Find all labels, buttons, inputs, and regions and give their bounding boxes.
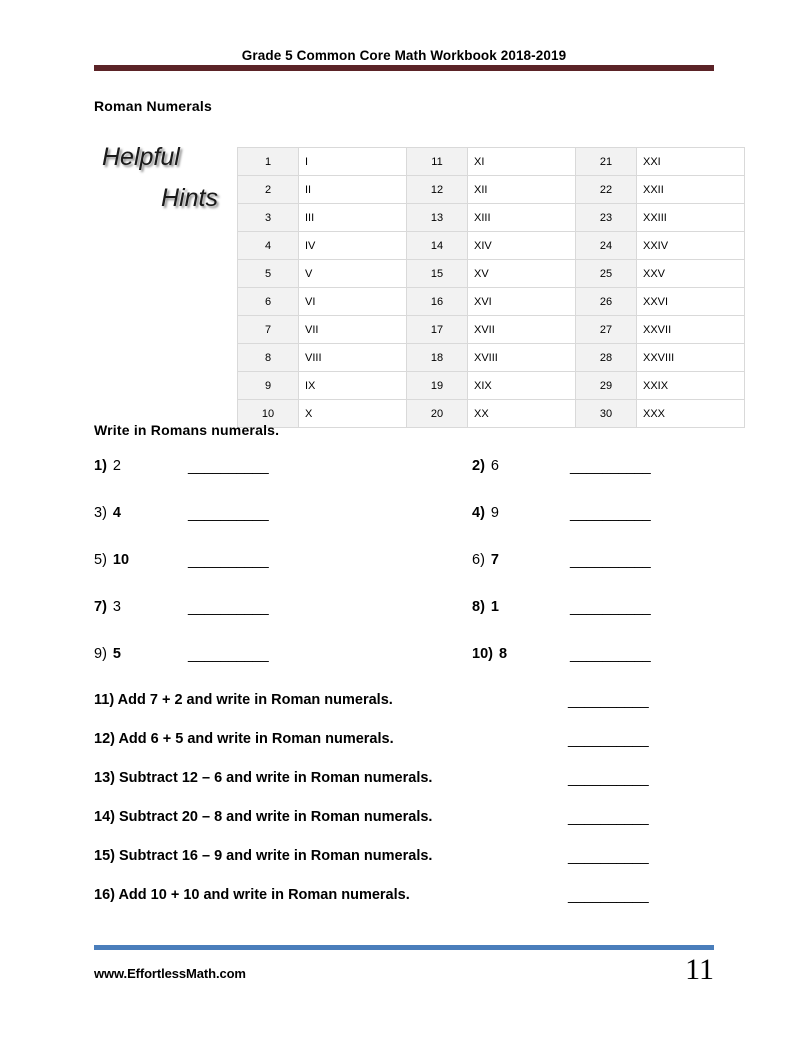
question-row <box>94 505 714 552</box>
question-item <box>472 505 499 521</box>
table-cell-number: 13 <box>407 204 468 232</box>
table-cell-roman: XVII <box>468 316 576 344</box>
answer-blank[interactable]: __________ <box>568 849 649 865</box>
answer-blank[interactable]: __________ <box>568 771 649 787</box>
word-problem-text: 12) Add 6 + 5 and write in Roman numerals. <box>94 731 394 747</box>
answer-blank[interactable]: __________ <box>188 600 269 616</box>
word-problem-text: 15) Subtract 16 – 9 and write in Roman numerals. <box>94 848 433 864</box>
table-cell-number: 25 <box>576 260 637 288</box>
instruction-text: Write in Romans numerals. <box>94 422 280 438</box>
table-cell-roman: XI <box>468 148 576 176</box>
table-cell-number: 22 <box>576 176 637 204</box>
question-value: 6 <box>490 458 499 474</box>
answer-blank[interactable]: __________ <box>570 553 651 569</box>
answer-blank[interactable]: __________ <box>570 506 651 522</box>
table-cell-number: 12 <box>407 176 468 204</box>
table-cell-number: 14 <box>407 232 468 260</box>
question-value: 9 <box>490 505 499 521</box>
table-cell-number: 30 <box>576 400 637 428</box>
table-row <box>238 148 745 176</box>
question-value: 1 <box>490 599 499 615</box>
table-cell-number: 18 <box>407 344 468 372</box>
table-cell-roman: III <box>299 204 407 232</box>
question-value: 8 <box>498 646 508 662</box>
question-value: 2 <box>112 458 121 474</box>
table-cell-roman: XXVIII <box>637 344 745 372</box>
table-cell-number: 16 <box>407 288 468 316</box>
table-cell-number: 6 <box>238 288 299 316</box>
table-row <box>238 176 745 204</box>
table-cell-roman: XV <box>468 260 576 288</box>
answer-blank[interactable]: __________ <box>570 459 651 475</box>
question-value: 4 <box>112 505 121 521</box>
helpful-hints-label <box>96 145 226 211</box>
question-value: 3 <box>112 599 121 615</box>
word-problem-row <box>94 731 714 770</box>
table-cell-roman: XXVI <box>637 288 745 316</box>
table-cell-number: 1 <box>238 148 299 176</box>
table-cell-roman: XXI <box>637 148 745 176</box>
question-row <box>94 552 714 599</box>
table-cell-roman: XXII <box>637 176 745 204</box>
table-cell-roman: XIX <box>468 372 576 400</box>
table-cell-roman: X <box>299 400 407 428</box>
helpful-hints-line-1: Helpful <box>102 143 180 171</box>
table-cell-roman: XXVII <box>637 316 745 344</box>
table-cell-roman: XXIX <box>637 372 745 400</box>
table-cell-roman: XXX <box>637 400 745 428</box>
question-value: 10 <box>112 552 130 568</box>
answer-blank[interactable]: __________ <box>188 459 269 475</box>
question-number: 5) <box>94 552 107 568</box>
table-cell-roman: XIV <box>468 232 576 260</box>
table-cell-roman: XX <box>468 400 576 428</box>
table-cell-roman: XVIII <box>468 344 576 372</box>
question-number: 9) <box>94 646 107 662</box>
question-row <box>94 646 714 693</box>
word-problem-row <box>94 887 714 926</box>
question-number: 10) <box>472 646 493 662</box>
table-cell-number: 9 <box>238 372 299 400</box>
table-cell-roman: XII <box>468 176 576 204</box>
question-item <box>94 505 121 521</box>
word-problem-text: 13) Subtract 12 – 6 and write in Roman numerals. <box>94 770 433 786</box>
question-item <box>94 552 129 568</box>
table-cell-roman: XXV <box>637 260 745 288</box>
answer-blank[interactable]: __________ <box>188 506 269 522</box>
answer-blank[interactable]: __________ <box>568 693 649 709</box>
word-problem-row <box>94 770 714 809</box>
question-item <box>472 599 499 615</box>
table-cell-number: 29 <box>576 372 637 400</box>
table-row <box>238 204 745 232</box>
page-number: 11 <box>685 953 714 986</box>
word-problem-row <box>94 848 714 887</box>
table-cell-number: 24 <box>576 232 637 260</box>
table-cell-number: 7 <box>238 316 299 344</box>
question-item <box>94 458 121 474</box>
table-cell-number: 21 <box>576 148 637 176</box>
question-value: 7 <box>490 552 499 568</box>
question-number: 3) <box>94 505 107 521</box>
word-problem-text: 11) Add 7 + 2 and write in Roman numerals. <box>94 692 393 708</box>
question-number: 4) <box>472 505 485 521</box>
table-cell-number: 26 <box>576 288 637 316</box>
table-cell-roman: XXIV <box>637 232 745 260</box>
answer-blank[interactable]: __________ <box>188 553 269 569</box>
table-cell-number: 17 <box>407 316 468 344</box>
table-cell-number: 11 <box>407 148 468 176</box>
reference-table-body <box>238 148 745 428</box>
helpful-hints-line-2: Hints <box>161 184 218 212</box>
table-row <box>238 288 745 316</box>
answer-blank[interactable]: __________ <box>568 810 649 826</box>
table-cell-roman: IX <box>299 372 407 400</box>
word-problem-text: 16) Add 10 + 10 and write in Roman numerals. <box>94 887 410 903</box>
question-item <box>472 646 507 662</box>
answer-blank[interactable]: __________ <box>568 888 649 904</box>
header-divider <box>94 65 714 71</box>
table-cell-roman: VIII <box>299 344 407 372</box>
table-cell-number: 8 <box>238 344 299 372</box>
question-item <box>472 552 499 568</box>
short-questions-area <box>94 458 714 693</box>
word-problems-area <box>94 692 714 926</box>
word-problem-row <box>94 809 714 848</box>
table-row <box>238 344 745 372</box>
table-cell-number: 2 <box>238 176 299 204</box>
table-cell-number: 3 <box>238 204 299 232</box>
table-cell-number: 10 <box>238 400 299 428</box>
question-row <box>94 458 714 505</box>
page-header-title: Grade 5 Common Core Math Workbook 2018-2019 <box>241 48 567 63</box>
table-row <box>238 372 745 400</box>
answer-blank[interactable]: __________ <box>570 600 651 616</box>
table-row <box>238 400 745 428</box>
question-number: 6) <box>472 552 485 568</box>
word-problem-text: 14) Subtract 20 – 8 and write in Roman numerals. <box>94 809 433 825</box>
table-cell-roman: XVI <box>468 288 576 316</box>
table-cell-roman: I <box>299 148 407 176</box>
table-cell-roman: V <box>299 260 407 288</box>
table-cell-roman: XXIII <box>637 204 745 232</box>
question-number: 8) <box>472 599 485 615</box>
table-cell-number: 20 <box>407 400 468 428</box>
table-cell-number: 28 <box>576 344 637 372</box>
table-cell-number: 23 <box>576 204 637 232</box>
table-cell-number: 4 <box>238 232 299 260</box>
table-row <box>238 232 745 260</box>
word-problem-row <box>94 692 714 731</box>
footer-website-url: www.EffortlessMath.com <box>94 966 246 981</box>
question-value: 5 <box>112 646 121 662</box>
table-cell-roman: II <box>299 176 407 204</box>
table-cell-number: 5 <box>238 260 299 288</box>
table-cell-roman: VII <box>299 316 407 344</box>
table-cell-number: 15 <box>407 260 468 288</box>
table-row <box>238 316 745 344</box>
roman-numeral-reference-table <box>237 147 745 428</box>
answer-blank[interactable]: __________ <box>568 732 649 748</box>
answer-blank[interactable]: __________ <box>188 647 269 663</box>
table-cell-number: 19 <box>407 372 468 400</box>
table-row <box>238 260 745 288</box>
question-item <box>94 599 121 615</box>
question-item <box>472 458 499 474</box>
footer-divider <box>94 945 714 950</box>
table-cell-roman: IV <box>299 232 407 260</box>
table-cell-roman: VI <box>299 288 407 316</box>
page-title: Roman Numerals <box>94 98 212 114</box>
table-cell-number: 27 <box>576 316 637 344</box>
answer-blank[interactable]: __________ <box>570 647 651 663</box>
question-number: 2) <box>472 458 485 474</box>
table-cell-roman: XIII <box>468 204 576 232</box>
question-row <box>94 599 714 646</box>
question-number: 1) <box>94 458 107 474</box>
question-item <box>94 646 121 662</box>
question-number: 7) <box>94 599 107 615</box>
